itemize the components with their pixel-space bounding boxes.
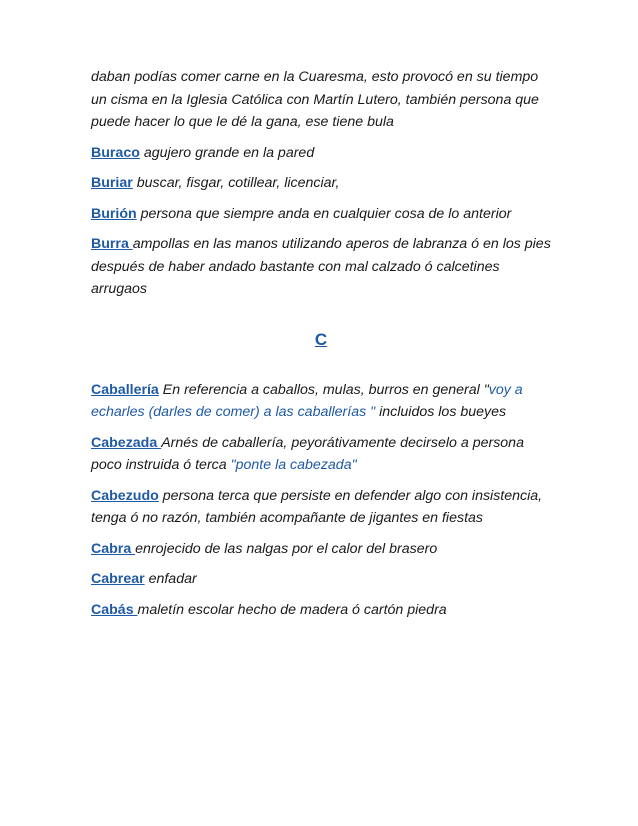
definition-cabezada: Arnés de caballería, peyorátivamente decirselo a persona poco instruida ó terca [91,434,524,473]
definition-burion: persona que siempre anda en cualquier cosa de lo anterior [136,205,512,222]
definition-cabas: maletín escolar hecho de madera ó cartón piedra [137,601,447,618]
entry-cabrear [91,568,551,591]
entry-buriar [91,172,551,195]
term-cabra[interactable]: Cabra [91,540,136,557]
quote-cabezada: "ponte la cabezada" [230,457,357,473]
term-buriar[interactable]: Buriar [91,175,133,191]
definition-cabra: enrojecido de las nalgas por el calor del brasero [135,540,438,557]
definition-caballeria-end: incluidos los bueyes [375,404,507,420]
term-cabrear[interactable]: Cabrear [91,571,145,587]
entry-caballeria [91,379,551,424]
quote-caballeria: voy a echarles (darles de comer) a las caballerías " [91,381,523,420]
entry-cabas [91,599,551,622]
term-caballeria[interactable]: Caballería [91,381,159,398]
intro-paragraph [91,66,551,134]
definition-burra: ampollas en las manos utilizando aperos de labranza ó en los pies después de haber andado bastante con mal calzado ó calcetines arrugaos [91,236,551,297]
document-page [91,66,551,629]
intro-text: daban podías comer carne en la Cuaresma, esto provocó en su tiempo un cisma en la Iglesia Católica con Martín Lutero, también persona que puede hacer lo que le dé la gana, ese tiene bula [91,69,539,130]
entry-burion [91,203,551,226]
term-burra[interactable]: Burra [91,236,133,252]
definition-buraco: agujero grande en la pared [139,144,315,161]
definition-cabrear: enfadar [144,571,197,587]
term-cabezudo[interactable]: Cabezudo [91,487,159,504]
definition-cabezudo: persona terca que persiste en defender algo con insistencia, tenga ó no razón, también acompañante de jigantes en fiestas [91,487,543,526]
term-buraco[interactable]: Buraco [91,144,140,161]
term-burion[interactable]: Burión [91,205,137,222]
entry-cabezudo [91,485,551,530]
section-heading-c: C [314,329,328,349]
entry-burra [91,233,551,301]
entry-buraco [91,142,551,165]
definition-caballeria: En referencia a caballos, mulas, burros en general " [158,381,489,398]
definition-buriar: buscar, fisgar, cotillear, licenciar, [132,175,340,191]
term-cabas[interactable]: Cabás [91,601,138,618]
term-cabezada[interactable]: Cabezada [91,434,162,451]
entry-cabra [91,538,551,561]
entry-cabezada [91,432,551,477]
